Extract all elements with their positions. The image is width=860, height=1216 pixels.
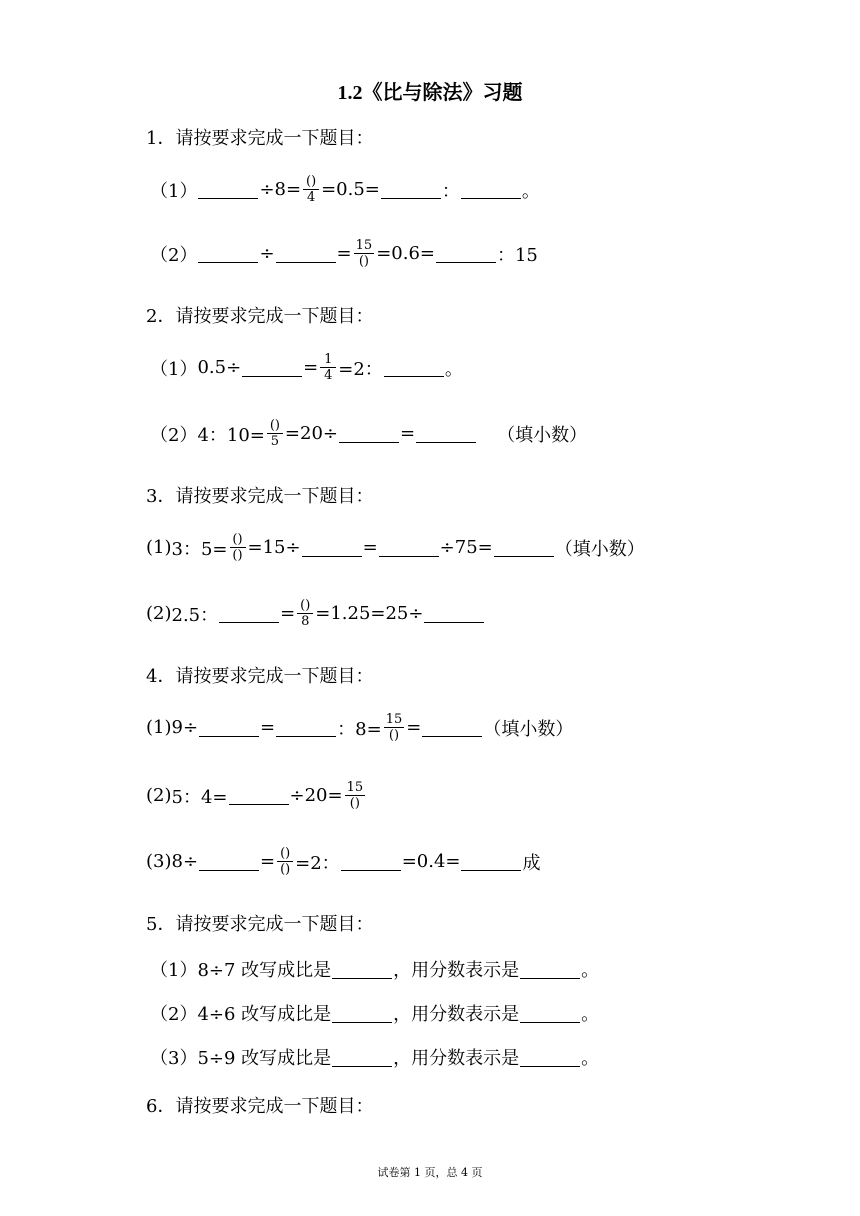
part-label: (3) [146, 851, 172, 872]
fraction [277, 846, 293, 877]
heading-text: 4．请按要求完成一下题目： [146, 666, 374, 687]
part-label: (1) [146, 537, 172, 558]
expr-text: 5÷9 改写成比是 [197, 1048, 332, 1069]
expr-text: 5：4= [171, 786, 228, 808]
heading-text: 5．请按要求完成一下题目： [146, 914, 374, 935]
question-2-heading [146, 302, 373, 328]
heading-text: 2．请按要求完成一下题目： [146, 306, 374, 327]
answer-blank[interactable] [424, 604, 484, 623]
fraction-denominator: 5 [270, 434, 280, 449]
expr-text: ：8= [337, 718, 382, 740]
expr-text: ，用分数表示是 [393, 1004, 520, 1025]
answer-blank[interactable] [461, 852, 521, 871]
page-footer: 试卷第 1 页，总 4 页 [377, 1166, 483, 1179]
answer-blank[interactable] [219, 604, 279, 623]
part-label: (2) [146, 603, 172, 624]
expr-text: = [303, 357, 319, 378]
fraction [320, 352, 336, 383]
expr-text: 成 [522, 852, 541, 874]
expr-text: ，用分数表示是 [393, 1048, 520, 1069]
fraction-denominator: () [358, 254, 369, 269]
fraction [384, 712, 405, 743]
expr-text: 。 [581, 1004, 600, 1025]
part-label: (2) [146, 785, 172, 806]
expr-text: = [399, 423, 416, 444]
expr-text: =0.6= [376, 243, 435, 264]
fraction [345, 780, 366, 811]
expr-text: = [336, 243, 352, 264]
answer-blank[interactable] [332, 1004, 392, 1023]
fraction [303, 174, 319, 205]
answer-blank[interactable] [198, 244, 258, 263]
heading-text: 6．请按要求完成一下题目： [146, 1096, 374, 1117]
fraction-denominator: 4 [306, 190, 316, 205]
answer-blank[interactable] [229, 786, 289, 805]
fraction-denominator: () [388, 728, 400, 743]
part-label: （3） [150, 1048, 198, 1069]
part-label: (1) [146, 717, 172, 738]
answer-blank[interactable] [494, 538, 554, 557]
expr-text: ÷8= [259, 179, 302, 200]
question-5-part-3 [150, 1044, 599, 1070]
question-4-part-1 [146, 712, 573, 743]
expr-text: =2： [295, 852, 340, 874]
expr-text: 。 [581, 960, 600, 981]
part-label: （2） [150, 244, 198, 266]
question-4-part-3 [146, 846, 540, 877]
heading-text: 1．请按要求完成一下题目： [146, 128, 374, 149]
question-6-heading [146, 1092, 373, 1118]
fraction [354, 238, 375, 269]
fraction-denominator: 8 [301, 614, 310, 629]
expr-text: = [406, 717, 422, 738]
expr-text: 。 [521, 180, 540, 202]
expr-text: =15÷ [247, 537, 301, 558]
answer-blank[interactable] [520, 960, 580, 979]
expr-text: ÷20= [289, 785, 343, 806]
expr-text: 。 [581, 1048, 600, 1069]
fraction-numerator: 15 [346, 780, 364, 795]
fraction-numerator: 1 [320, 352, 336, 368]
question-5-part-1 [150, 956, 599, 982]
expr-text: 0.5÷ [197, 357, 242, 378]
expr-text: ÷ [259, 243, 275, 264]
part-label: （1） [150, 960, 198, 981]
answer-blank[interactable] [242, 358, 302, 377]
expr-text: = [260, 717, 276, 738]
answer-blank[interactable] [379, 538, 439, 557]
hint-text: （填小数） [483, 718, 574, 740]
answer-blank[interactable] [199, 852, 259, 871]
question-3-part-1 [146, 532, 645, 563]
answer-blank[interactable] [339, 424, 399, 443]
question-5-heading [146, 910, 373, 936]
answer-blank[interactable] [520, 1048, 580, 1067]
answer-blank[interactable] [422, 718, 482, 737]
expr-text: =0.4= [401, 851, 461, 872]
question-1-heading [146, 124, 373, 150]
fraction-denominator: () [349, 796, 360, 811]
expr-text: ：15 [496, 244, 538, 266]
part-label: （1） [150, 180, 198, 202]
question-1-part-1 [150, 174, 540, 205]
fraction-numerator: () [303, 174, 319, 190]
answer-blank[interactable] [199, 718, 259, 737]
expr-text: = [280, 603, 296, 624]
fraction [297, 598, 313, 629]
hint-text: （填小数） [497, 424, 588, 446]
answer-blank[interactable] [381, 180, 441, 199]
expr-text: =0.5= [321, 179, 380, 200]
answer-blank[interactable] [520, 1004, 580, 1023]
part-label: （1） [150, 358, 198, 380]
question-5-part-2 [150, 1000, 599, 1026]
expr-text: 8÷ [171, 851, 199, 872]
fraction-denominator: () [232, 548, 243, 563]
part-label: （2） [150, 424, 198, 446]
expr-text: =2： [338, 358, 383, 380]
answer-blank[interactable] [302, 538, 362, 557]
expr-text: ： [441, 180, 460, 202]
answer-blank[interactable] [416, 424, 476, 443]
expr-text: 3：5= [171, 538, 228, 560]
answer-blank[interactable] [332, 1048, 392, 1067]
question-4-heading [146, 662, 373, 688]
answer-blank[interactable] [436, 244, 496, 263]
fraction-denominator: () [280, 862, 291, 877]
expr-text: 8÷7 改写成比是 [197, 960, 332, 981]
heading-text: 3．请按要求完成一下题目： [146, 486, 374, 507]
expr-text: 9÷ [171, 717, 199, 738]
fraction [230, 532, 246, 563]
fraction-numerator: () [297, 598, 313, 614]
fraction-numerator: () [277, 846, 293, 862]
part-label: （2） [150, 1004, 198, 1025]
expr-text: ，用分数表示是 [393, 960, 520, 981]
question-4-part-2 [146, 780, 367, 811]
question-1-part-2 [150, 238, 538, 269]
expr-text: = [362, 537, 378, 558]
expr-text: 2.5： [171, 604, 219, 626]
expr-text: 4：10= [197, 424, 265, 446]
question-2-part-1 [150, 352, 463, 383]
expr-text: 4÷6 改写成比是 [197, 1004, 332, 1025]
answer-blank[interactable] [198, 180, 258, 199]
expr-text: =20÷ [284, 423, 338, 444]
expr-text: = [260, 851, 276, 872]
question-3-heading [146, 482, 373, 508]
hint-text: （填小数） [554, 538, 645, 560]
page-title: 1.2《比与除法》习题 [337, 82, 523, 104]
fraction-numerator: () [267, 418, 283, 434]
answer-blank[interactable] [461, 180, 521, 199]
fraction-numerator: () [230, 532, 246, 548]
fraction [267, 418, 283, 449]
answer-blank[interactable] [276, 244, 336, 263]
answer-blank[interactable] [341, 852, 401, 871]
answer-blank[interactable] [276, 718, 336, 737]
expr-text: =1.25=25÷ [315, 603, 424, 624]
expr-text: ÷75= [439, 537, 493, 558]
expr-text: 。 [444, 358, 463, 380]
fraction-numerator: 15 [355, 238, 373, 253]
fraction-denominator: 4 [324, 368, 333, 383]
fraction-numerator: 15 [385, 712, 403, 727]
answer-blank[interactable] [332, 960, 392, 979]
question-3-part-2 [146, 598, 485, 629]
answer-blank[interactable] [384, 358, 444, 377]
question-2-part-2 [150, 418, 587, 449]
